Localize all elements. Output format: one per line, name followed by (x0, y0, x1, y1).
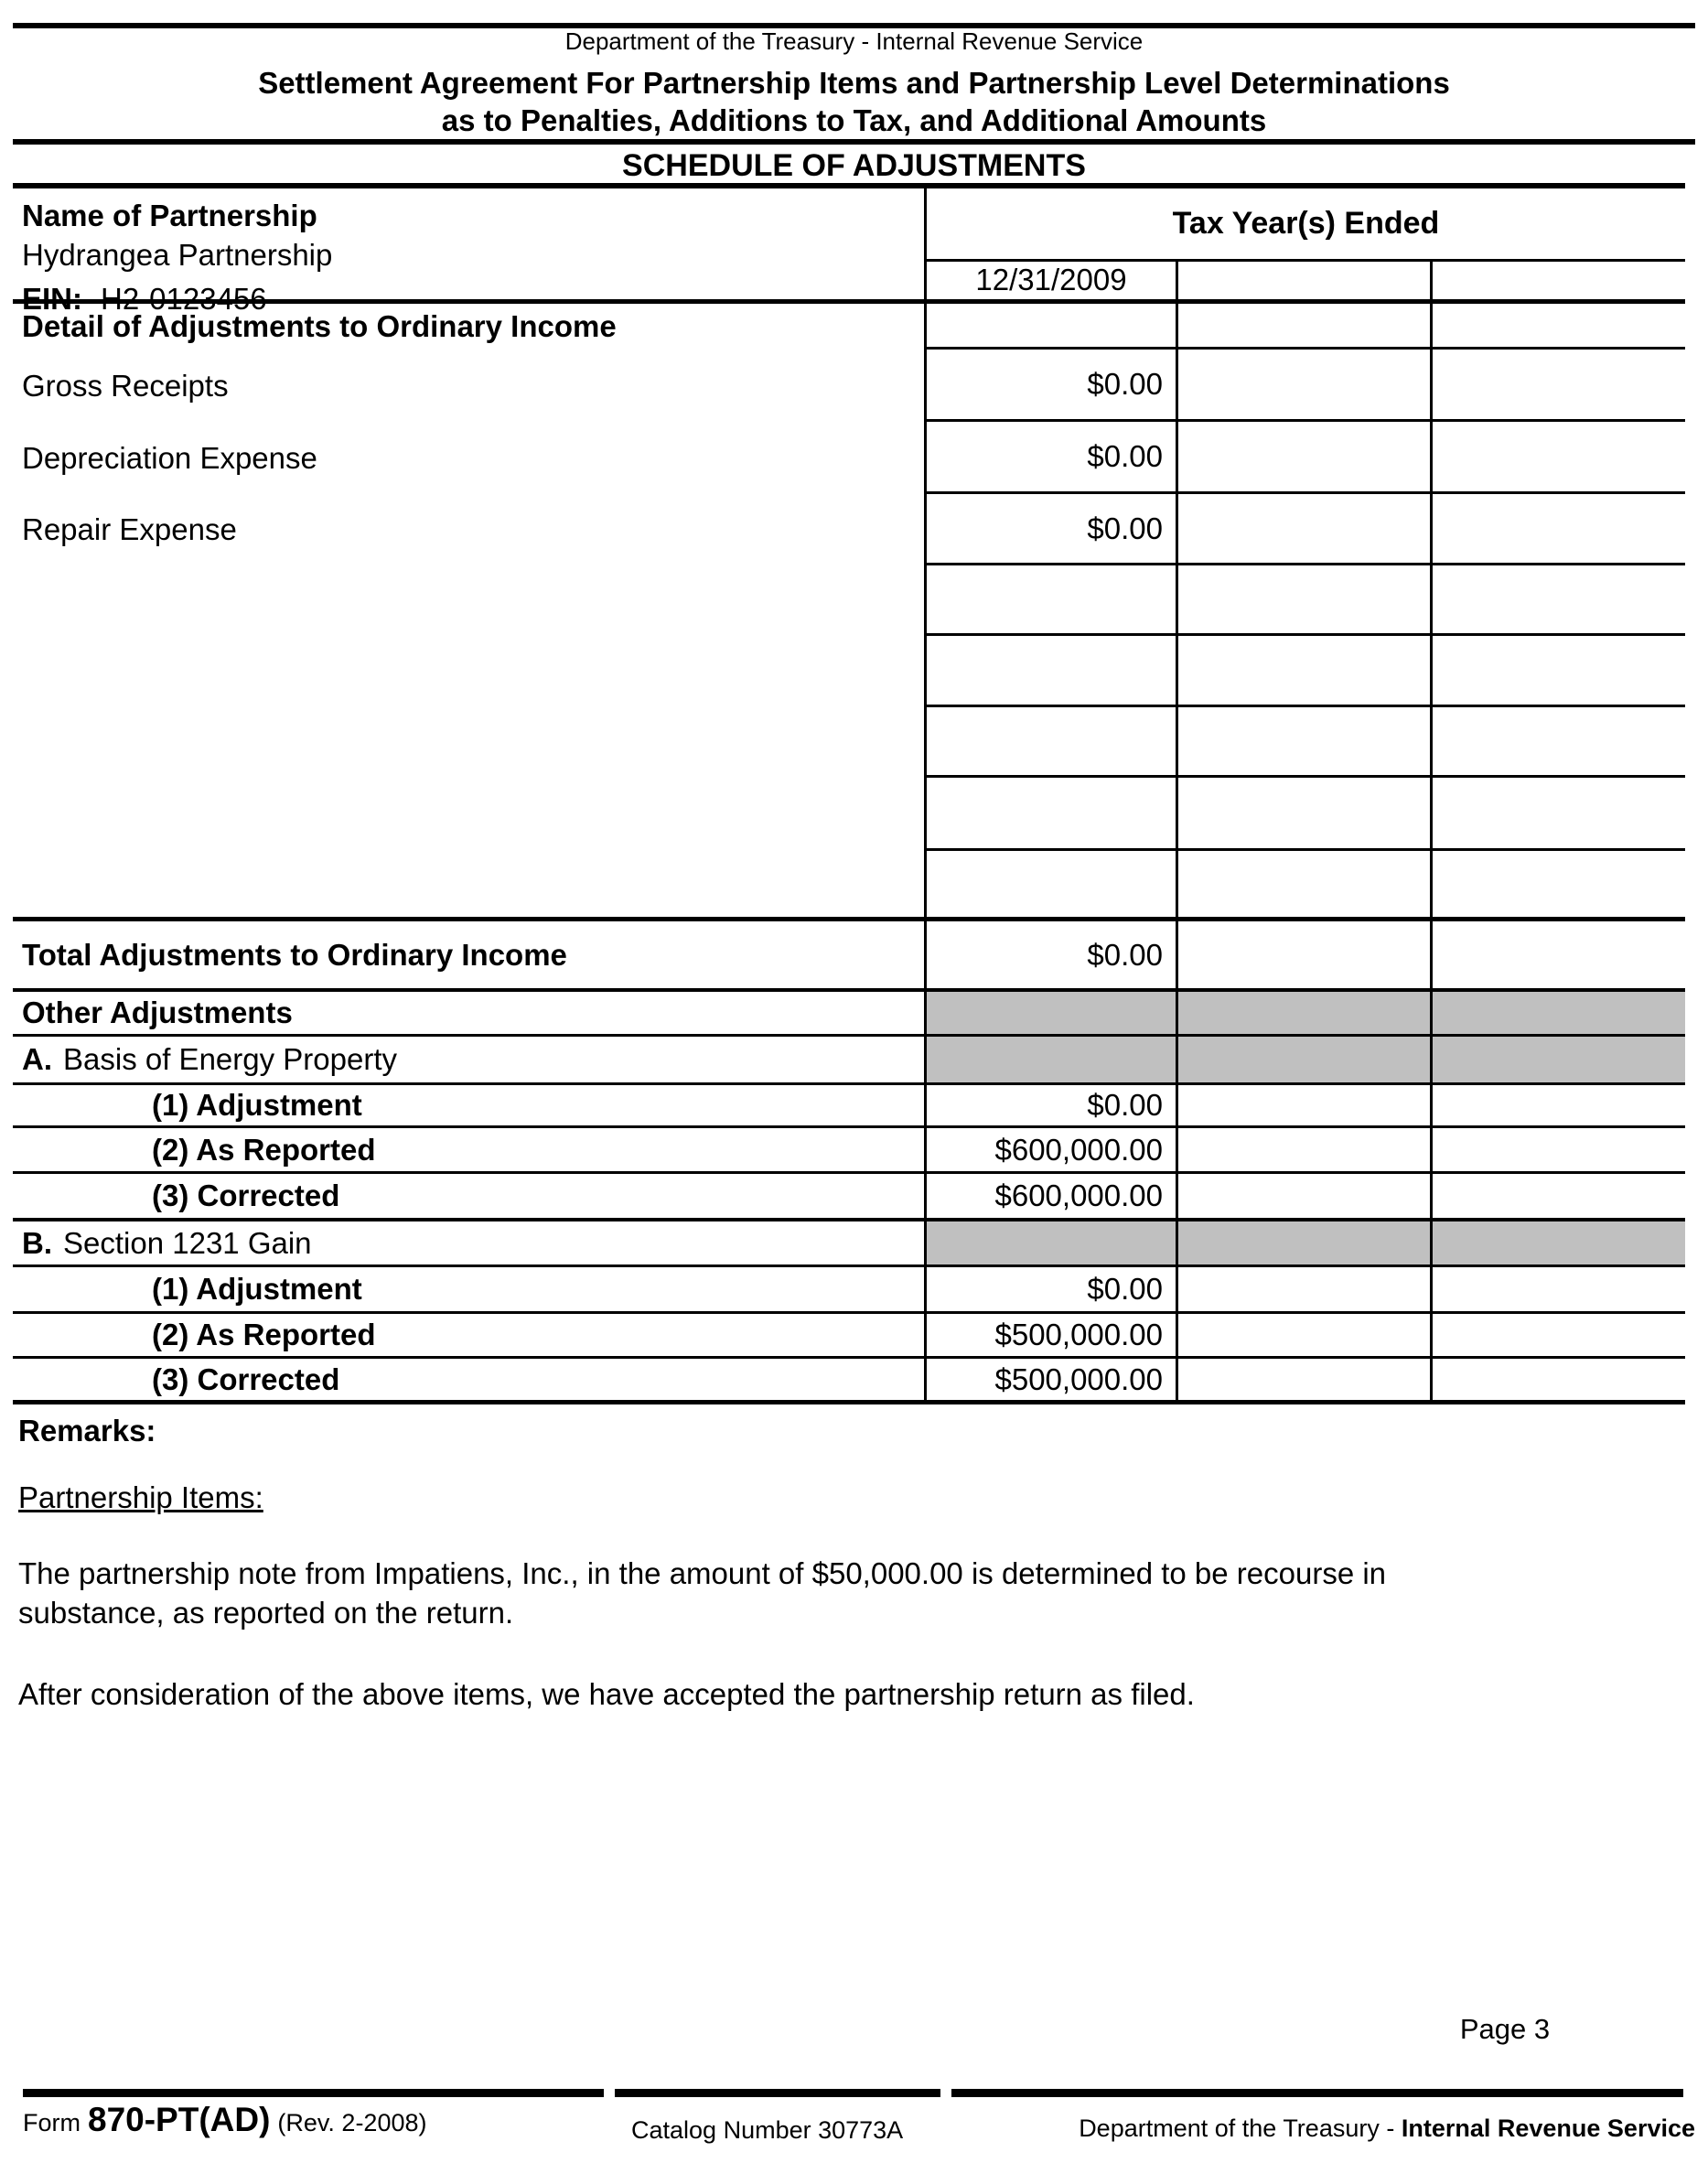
row-total-adjustments (13, 921, 1685, 992)
remarks-label: Remarks: (18, 1414, 156, 1447)
tax-year-values-row (927, 262, 1685, 299)
other-adj-year1-shaded-cell (924, 992, 1176, 1034)
footer-rule-right (951, 2089, 1683, 2097)
row-empty-5 (13, 851, 1685, 921)
item-b-corrected-year1-amount: $500,000.00 (924, 1359, 1176, 1400)
remarks-paragraph-1: The partnership note from Impatiens, Inc., in the amount of $50,000.00 is determined to be recourse in substance, as reported on the return. (18, 1556, 1387, 1630)
item-b-year1-shaded-cell (924, 1221, 1176, 1264)
gross-receipts-year2-amount (1176, 350, 1430, 422)
item-b-as-reported-year3-amount (1430, 1314, 1685, 1356)
row-item-a-adjustment (13, 1085, 1685, 1128)
row-item-b-heading (13, 1221, 1685, 1267)
page-number: Page 3 (1459, 2013, 1551, 2045)
item-b-as-reported-label: (2) As Reported (152, 1318, 376, 1351)
partnership-items-heading: Partnership Items: (18, 1480, 263, 1514)
item-a-as-reported-year2-amount (1176, 1128, 1430, 1171)
row-item-b-adjustment (13, 1267, 1685, 1314)
footer-form-number: 870-PT(AD) (88, 2101, 271, 2138)
row-item-a-as-reported (13, 1128, 1685, 1174)
empty-3-label (13, 707, 924, 778)
footer-rule-left (23, 2089, 604, 2097)
item-a-corrected-label: (3) Corrected (152, 1178, 340, 1212)
total-year2-amount (1176, 921, 1430, 988)
item-b-title (13, 1221, 924, 1264)
tax-year-3-cell (1430, 262, 1685, 299)
schedule-of-adjustments-table (13, 183, 1685, 1404)
depreciation-expense-label: Depreciation Expense (22, 440, 317, 475)
schedule-title: SCHEDULE OF ADJUSTMENTS (622, 148, 1086, 183)
repair-year2-amount (1176, 494, 1430, 565)
gross-receipts-label: Gross Receipts (22, 368, 229, 403)
empty-4-year2-cell (1176, 778, 1430, 851)
table-header-row (13, 188, 1685, 316)
item-b-corrected-year2-amount (1176, 1359, 1430, 1400)
item-a-year1-shaded-cell (924, 1037, 1176, 1082)
depreciation-year1-amount: $0.00 (924, 422, 1176, 494)
ein-value: H2-0123456 (101, 282, 267, 316)
footer-agency-bold: Internal Revenue Service (1401, 2115, 1695, 2142)
partnership-name-label: Name of Partnership (22, 199, 317, 232)
total-year3-amount (1430, 921, 1685, 988)
empty-3-year3-cell (1430, 707, 1685, 778)
item-a-as-reported-year3-amount (1430, 1128, 1685, 1171)
row-empty-4 (13, 778, 1685, 851)
partnership-info-cell (13, 188, 924, 316)
item-b-prefix: B. (22, 1225, 52, 1260)
item-a-title-text: Basis of Energy Property (63, 1042, 397, 1076)
other-adj-year3-shaded-cell (1430, 992, 1685, 1034)
footer-revision: (Rev. 2-2008) (277, 2109, 427, 2136)
detail-heading-year3-cell (1430, 304, 1685, 350)
item-a-adjustment-label: (1) Adjustment (152, 1088, 362, 1122)
empty-4-year3-cell (1430, 778, 1685, 851)
item-a-prefix: A. (22, 1042, 52, 1076)
item-b-adjustment-year1-amount: $0.00 (924, 1267, 1176, 1311)
row-empty-3 (13, 707, 1685, 778)
item-a-corrected-year2-amount (1176, 1174, 1430, 1218)
footer-form-identifier (23, 2101, 427, 2139)
item-a-as-reported-label: (2) As Reported (152, 1132, 376, 1167)
item-a-corrected-year3-amount (1430, 1174, 1685, 1218)
item-a-title (13, 1037, 924, 1082)
partnership-name-value: Hydrangea Partnership (22, 238, 333, 272)
row-empty-2 (13, 636, 1685, 707)
repair-year1-amount: $0.00 (924, 494, 1176, 565)
gross-receipts-year3-amount (1430, 350, 1685, 422)
item-a-year2-shaded-cell (1176, 1037, 1430, 1082)
item-b-as-reported-year1-amount: $500,000.00 (924, 1314, 1176, 1356)
empty-5-year3-cell (1430, 851, 1685, 917)
header-rule (13, 139, 1695, 145)
tax-years-header-cell (924, 188, 1685, 299)
total-adjustments-label: Total Adjustments to Ordinary Income (22, 937, 567, 972)
item-a-adjustment-year1-amount: $0.00 (924, 1085, 1176, 1125)
empty-3-year2-cell (1176, 707, 1430, 778)
empty-5-year2-cell (1176, 851, 1430, 917)
item-b-corrected-label: (3) Corrected (152, 1361, 340, 1396)
item-a-adjustment-year2-amount (1176, 1085, 1430, 1125)
other-adjustments-title: Other Adjustments (22, 995, 293, 1029)
repair-year3-amount (1430, 494, 1685, 565)
remarks-paragraph-2: After consideration of the above items, we have accepted the partnership return as filed. (18, 1677, 1195, 1711)
tax-years-ended-header: Tax Year(s) Ended (927, 188, 1685, 262)
row-item-a-heading (13, 1037, 1685, 1085)
empty-2-year2-cell (1176, 636, 1430, 707)
footer-rule-middle (615, 2089, 940, 2097)
agency-line: Department of the Treasury - Internal Revenue Service (564, 27, 1144, 55)
item-a-as-reported-year1-amount: $600,000.00 (924, 1128, 1176, 1171)
footer-catalog-number: Catalog Number 30773A (631, 2116, 904, 2144)
detail-section-title: Detail of Adjustments to Ordinary Income (22, 309, 617, 343)
empty-4-year1-cell (924, 778, 1176, 851)
empty-1-year3-cell (1430, 565, 1685, 636)
repair-expense-label: Repair Expense (22, 512, 237, 546)
item-b-year3-shaded-cell (1430, 1221, 1685, 1264)
footer-department-line (1079, 2115, 1695, 2143)
empty-2-year1-cell (924, 636, 1176, 707)
item-b-year2-shaded-cell (1176, 1221, 1430, 1264)
row-depreciation-expense (13, 422, 1685, 494)
empty-1-label (13, 565, 924, 636)
depreciation-year2-amount (1176, 422, 1430, 494)
item-b-as-reported-year2-amount (1176, 1314, 1430, 1356)
empty-3-year1-cell (924, 707, 1176, 778)
row-repair-expense (13, 494, 1685, 565)
item-b-adjustment-year2-amount (1176, 1267, 1430, 1311)
other-adj-year2-shaded-cell (1176, 992, 1430, 1034)
item-a-year3-shaded-cell (1430, 1037, 1685, 1082)
item-b-title-text: Section 1231 Gain (63, 1225, 312, 1260)
item-a-corrected-year1-amount: $600,000.00 (924, 1174, 1176, 1218)
row-empty-1 (13, 565, 1685, 636)
row-item-b-as-reported (13, 1314, 1685, 1359)
empty-4-label (13, 778, 924, 851)
row-item-a-corrected (13, 1174, 1685, 1221)
row-gross-receipts (13, 350, 1685, 422)
footer-form-word: Form (23, 2109, 81, 2136)
form-title-line2: as to Penalties, Additions to Tax, and Additional Amounts (441, 103, 1267, 137)
row-item-b-corrected (13, 1359, 1685, 1404)
gross-receipts-year1-amount: $0.00 (924, 350, 1176, 422)
tax-year-2-cell (1176, 262, 1430, 299)
ein-label: EIN: (22, 282, 82, 316)
empty-5-label (13, 851, 924, 917)
item-a-adjustment-year3-amount (1430, 1085, 1685, 1125)
detail-heading-year1-cell (924, 304, 1176, 350)
item-b-adjustment-label: (1) Adjustment (152, 1272, 362, 1306)
item-b-corrected-year3-amount (1430, 1359, 1685, 1400)
row-other-adjustments-heading (13, 992, 1685, 1037)
detail-heading-year2-cell (1176, 304, 1430, 350)
form-title-line1: Settlement Agreement For Partnership Items and Partnership Level Determinations (258, 66, 1450, 100)
tax-year-1-cell: 12/31/2009 (975, 263, 1127, 297)
empty-5-year1-cell (924, 851, 1176, 917)
empty-1-year1-cell (924, 565, 1176, 636)
total-year1-amount: $0.00 (924, 921, 1176, 988)
depreciation-year3-amount (1430, 422, 1685, 494)
empty-2-label (13, 636, 924, 707)
detail-section-heading-row (13, 304, 1685, 350)
footer-department-prefix: Department of the Treasury - (1079, 2115, 1402, 2142)
empty-2-year3-cell (1430, 636, 1685, 707)
empty-1-year2-cell (1176, 565, 1430, 636)
item-b-adjustment-year3-amount (1430, 1267, 1685, 1311)
